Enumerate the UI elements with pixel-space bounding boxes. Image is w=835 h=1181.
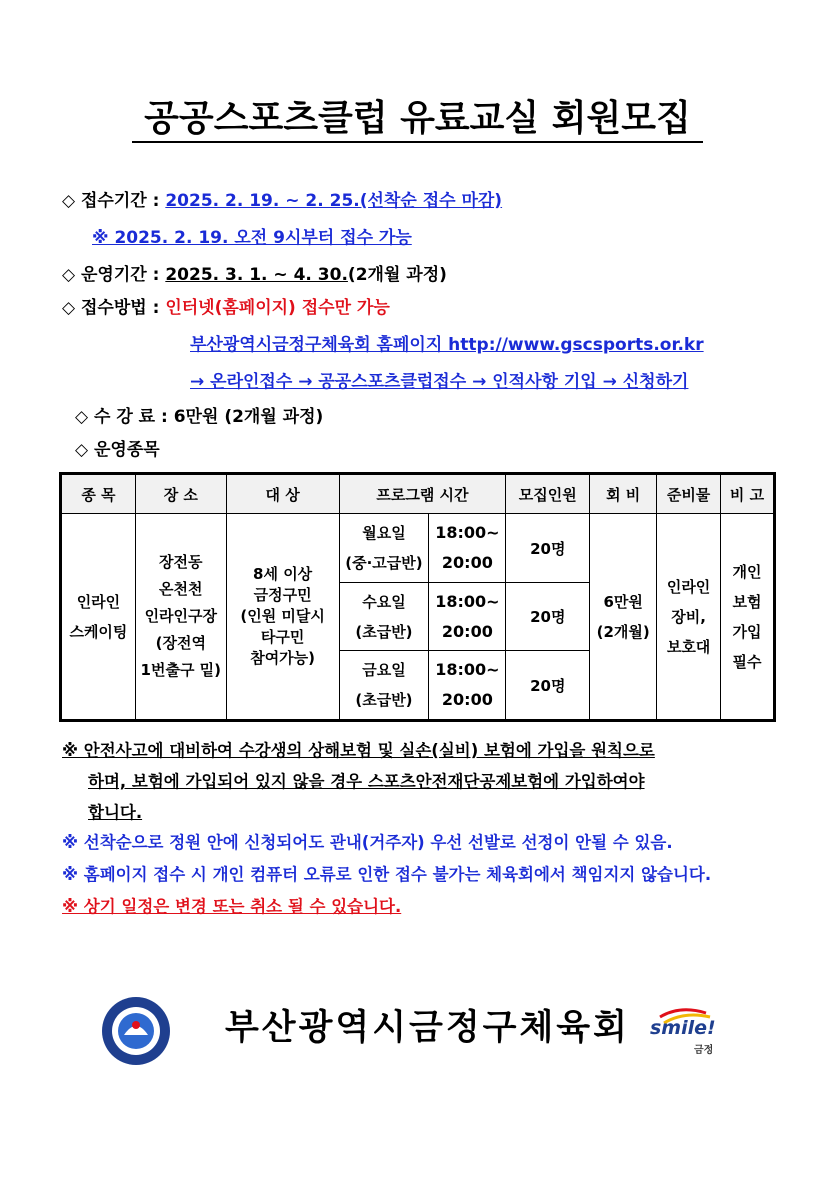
reception-value: 2025. 2. 19. ~ 2. 25.(선착순 접수 마감)	[165, 191, 503, 211]
header-target: 대 상	[226, 475, 339, 514]
header-equipment: 준비물	[657, 475, 721, 514]
operation-suffix: (2개월 과정)	[347, 265, 447, 285]
header-sport: 종 목	[62, 475, 136, 514]
events-heading: ◇ 운영종목	[75, 440, 160, 460]
note-insurance-1: ※ 안전사고에 대비하여 수강생의 상해보험 및 실손(실비) 보험에 가입을 원칙으로	[62, 741, 655, 760]
table-row	[62, 514, 774, 583]
application-steps: → 온라인접수 → 공공스포츠클럽접수 → 인적사항 기입 → 신청하기	[190, 372, 689, 392]
capacity-cell: 20명	[506, 514, 590, 583]
header-fee: 회 비	[590, 475, 657, 514]
method-value: 인터넷(홈페이지) 접수만 가능	[165, 298, 390, 318]
time-cell: 18:00~ 20:00	[429, 583, 506, 651]
note-priority: ※ 선착순으로 정원 안에 신청되어도 관내(거주자) 우선 선발로 선정이 안될 수 있음.	[62, 833, 673, 852]
program-table	[61, 474, 774, 720]
header-time: 프로그램 시간	[339, 475, 506, 514]
smile-text: smile!	[650, 1017, 716, 1039]
target-cell: 8세 이상 금정구민 (인원 미달시 타구민 참여가능)	[226, 514, 339, 720]
smile-sub: 금정	[694, 1045, 714, 1056]
smile-logo-icon	[650, 1003, 730, 1063]
day-cell: 금요일 (초급반)	[339, 651, 429, 720]
header-capacity: 모집인원	[506, 475, 590, 514]
footer-org-name: 부산광역시금정구체육회	[225, 1008, 630, 1048]
reception-period	[62, 186, 502, 211]
time-cell: 18:00~ 20:00	[429, 514, 506, 583]
day-cell: 월요일 (중·고급반)	[339, 514, 429, 583]
header-place: 장 소	[135, 475, 226, 514]
operation-label: ◇ 운영기간 :	[62, 265, 160, 285]
page-title: 공공스포츠클럽 유료교실 회원모집	[0, 90, 835, 141]
time-cell: 18:00~ 20:00	[429, 651, 506, 720]
method-label: ◇ 접수방법 :	[62, 298, 160, 318]
reception-method	[62, 293, 390, 318]
tuition-fee: ◇ 수 강 료 : 6만원 (2개월 과정)	[75, 407, 324, 427]
operation-value: 2025. 3. 1. ~ 4. 30.	[165, 265, 348, 285]
note-insurance-3: 합니다.	[88, 803, 143, 822]
operation-period	[62, 260, 447, 285]
remark-cell: 개인 보험 가입 필수	[721, 514, 774, 720]
place-cell: 장전동 온천천 인라인구장 (장전역 1번출구 밑)	[135, 514, 226, 720]
day-cell: 수요일 (초급반)	[339, 583, 429, 651]
reception-note: ※ 2025. 2. 19. 오전 9시부터 접수 가능	[92, 228, 412, 248]
capacity-cell: 20명	[506, 651, 590, 720]
homepage-link[interactable]: 부산광역시금정구체육회 홈페이지 http://www.gscsports.or.kr	[190, 335, 704, 355]
capacity-cell: 20명	[506, 583, 590, 651]
equipment-cell: 인라인 장비, 보호대	[657, 514, 721, 720]
note-insurance-2: 하며, 보험에 가입되어 있지 않을 경우 스포츠안전재단공제보험에 가입하여야	[88, 772, 645, 791]
note-disclaimer: ※ 홈페이지 접수 시 개인 컴퓨터 오류로 인한 접수 불가는 체육회에서 책임지지 않습니다.	[62, 865, 712, 884]
org-emblem-icon	[100, 995, 172, 1067]
reception-label: ◇ 접수기간 :	[62, 191, 160, 211]
header-remark: 비 고	[721, 475, 774, 514]
fee-cell: 6만원 (2개월)	[590, 514, 657, 720]
sport-cell: 인라인 스케이팅	[62, 514, 136, 720]
table-header-row	[62, 475, 774, 514]
note-schedule-change: ※ 상기 일정은 변경 또는 취소 될 수 있습니다.	[62, 897, 402, 916]
